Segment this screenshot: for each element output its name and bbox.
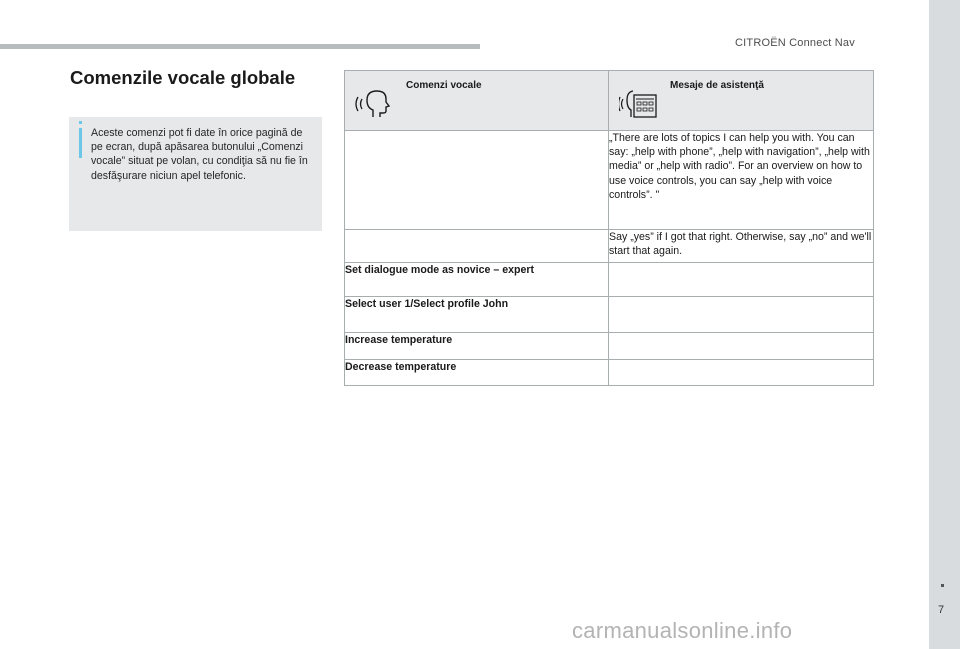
command-cell: Decrease temperature <box>345 360 609 386</box>
header-rule <box>0 44 480 49</box>
message-cell <box>609 297 874 333</box>
header-commands-label: Comenzi vocale <box>406 80 482 91</box>
page-title: Comenzile vocale globale <box>70 67 296 88</box>
message-cell: Say „yes” if I got that right. Otherwise, say „no” and we'll start that again. <box>609 230 874 263</box>
table-row <box>345 131 874 230</box>
header-assist-label: Mesaje de asistenţă <box>670 80 764 91</box>
table-header-row <box>345 71 874 131</box>
speaking-head-icon <box>355 86 395 120</box>
product-name: CITROËN Connect Nav <box>735 37 855 49</box>
table-row <box>345 297 874 333</box>
command-cell: Select user 1/Select profile John <box>345 297 609 333</box>
command-cell <box>345 230 609 263</box>
watermark: carmanualsonline.info <box>572 618 793 643</box>
speaking-head-screen-icon <box>619 86 659 120</box>
command-cell <box>345 131 609 230</box>
command-cell: Set dialogue mode as novice – expert <box>345 263 609 297</box>
message-cell: „There are lots of topics I can help you with. You can say: „help with phone”, „help with navigation”, „help with media” or „help with radio”. For an overview on how to use voice controls, you can say „help with voice controls”. " <box>609 131 874 230</box>
header-assist <box>609 71 874 131</box>
side-band <box>929 0 960 649</box>
voice-commands-table <box>344 70 874 386</box>
info-icon-bar <box>79 128 82 158</box>
info-box <box>69 117 322 231</box>
table-row <box>345 333 874 360</box>
page-marker <box>941 584 944 587</box>
message-cell <box>609 263 874 297</box>
info-icon <box>79 121 82 124</box>
header-commands <box>345 71 609 131</box>
info-text: Aceste comenzi pot fi date în orice pagină de pe ecran, după apăsarea butonului „Comenzi vocale” situat pe volan, cu condiţia să nu fie în desfăşurare niciun apel telefonic. <box>91 127 308 182</box>
message-cell <box>609 360 874 386</box>
table-row <box>345 360 874 386</box>
table-row <box>345 230 874 263</box>
message-cell <box>609 333 874 360</box>
page-number: 7 <box>938 604 945 616</box>
command-cell: Increase temperature <box>345 333 609 360</box>
table-row <box>345 263 874 297</box>
